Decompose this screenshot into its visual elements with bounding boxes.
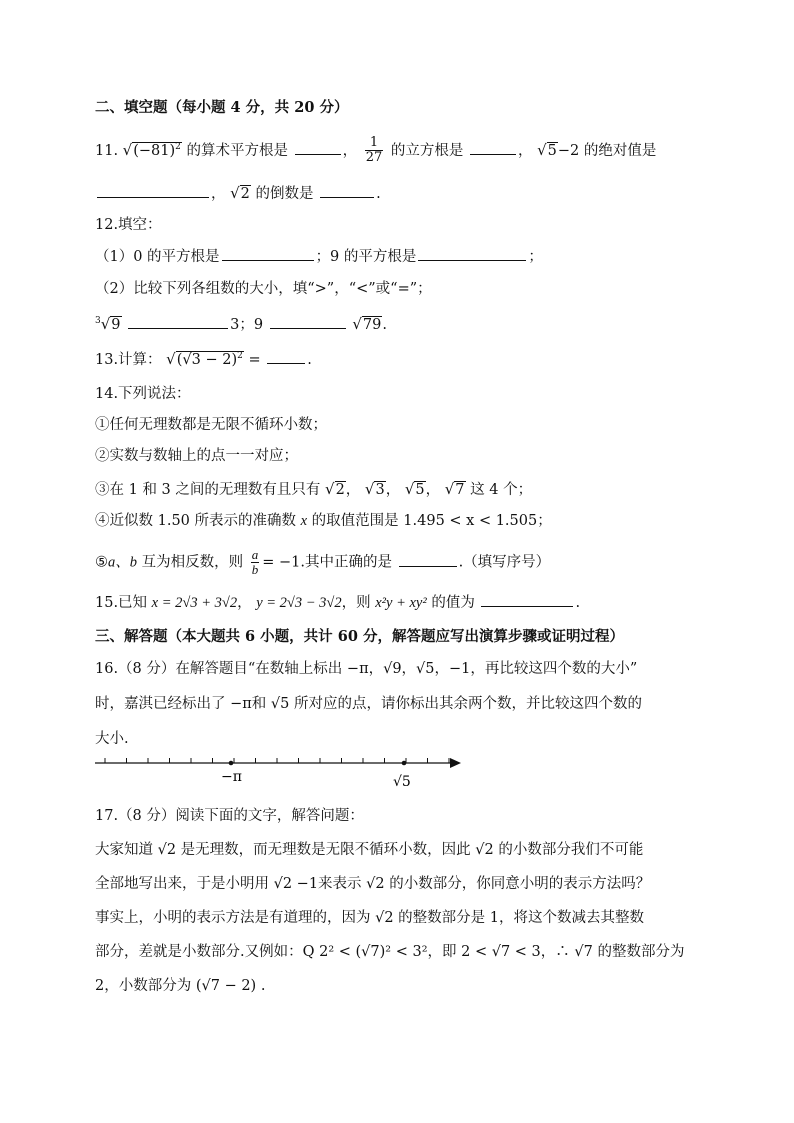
question-12-part-3: $^3$√9 3；9 √79. [95,314,387,333]
statement-4: ④近似数 1.50 所表示的准确数 x 的取值范围是 1.495 < x < 1.505； [95,513,552,529]
answer-blank[interactable] [399,552,457,567]
answer-blank[interactable] [470,140,516,155]
statement-3: ③在 1 和 3 之间的无理数有且只有 √2， √3， √5， √7 这 4 个； [95,480,533,498]
question-13: 13.计算： $√(√3 - 2)^2$ = . [95,345,312,371]
label-sqrt5: √5 [393,774,411,790]
answer-blank[interactable] [418,246,526,261]
question-12-part-2: （2）比较下列各组数的大小，填“>”，“<”或“=”； [95,281,432,297]
answer-blank[interactable] [97,183,209,198]
section-3-title: 三、解答题（本大题共 6 小题，共计 60 分，解答题应写出演算步骤或证明过程） [95,628,624,645]
question-16-line-1: 16.（8 分）在解答题目“在数轴上标出 −π，√9，√5，−1，再比较这四个数的大小” [95,661,638,677]
sqrt-expression: √2 [230,184,250,202]
question-17-line-1: 17.（8 分）阅读下面的文字，解答问题： [95,808,364,824]
sqrt-expression: $√(-81)^2$ [122,140,181,159]
question-17-line-6: 2，小数部分为 (√7 − 2) . [95,978,266,994]
arrow-icon [450,758,461,768]
question-15: 15.已知 x = 2√3 + 3√2， y = 2√3 − 3√2，则 x²y + xy² 的值为 . [95,592,580,614]
question-17-line-2: 大家知道 √2 是无理数，而无理数是无限不循环小数，因此 √2 的小数部分我们不可能 [95,842,644,858]
question-16-line-3: 大小. [95,731,129,747]
question-17-line-5: 部分，差就是小数部分.又例如：Q 2² < (√7)² < 3²，即 2 < √7 < 3，∴ √7 的整数部分为 [95,944,685,960]
question-11-cont: ， √2 的倒数是 . [95,182,381,205]
fraction: $\frac{1}{27}$ [365,135,383,166]
statement-2: ②实数与数轴上的点一一对应； [95,448,298,464]
sqrt-expression: $√(√3 - 2)^2$ [166,349,243,368]
answer-blank[interactable] [222,246,314,261]
question-16-line-2: 时，嘉淇已经标出了 −π和 √5 所对应的点，请你标出其余两个数，并比较这四个数的 [95,696,642,712]
number-line-ticks [105,758,449,763]
question-12-part-1: （1）0 的平方根是 ；9 的平方根是 ； [95,246,543,268]
question-14-intro: 14.下列说法： [95,386,191,402]
statement-1: ①任何无理数都是无限不循环小数； [95,417,327,433]
number-line [95,752,465,792]
section-2-title: 二、填空题（每小题 4 分，共 20 分） [95,99,349,116]
question-11: 11. $√(-81)^2$ 的算术平方根是 ， $\frac{1}{27}$ 的立方根是 ， √5−2 的绝对值是 [95,135,657,166]
answer-blank[interactable] [267,349,305,364]
question-17-line-3: 全部地写出来，于是小明用 √2 −1来表示 √2 的小数部分，你同意小明的表示方法吗？ [95,876,651,892]
answer-blank[interactable] [270,314,346,329]
question-17-line-4: 事实上，小明的表示方法是有道理的，因为 √2 的整数部分是 1，将这个数减去其整数 [95,910,645,926]
label-neg-pi: −π [221,769,242,785]
answer-blank[interactable] [295,140,341,155]
fraction: $\frac{a}{b}$ [251,547,259,577]
question-12-intro: 12.填空： [95,217,162,233]
point-sqrt5 [402,761,407,766]
answer-blank[interactable] [128,314,228,329]
answer-blank[interactable] [481,592,573,607]
point-neg-pi [229,761,234,766]
statement-5: ⑤a、b 互为相反数，则 $\frac{a}{b}$ = −1.其中正确的是 .（填写序号） [95,547,551,577]
answer-blank[interactable] [320,183,374,198]
sqrt-expression: √5 [537,140,557,159]
